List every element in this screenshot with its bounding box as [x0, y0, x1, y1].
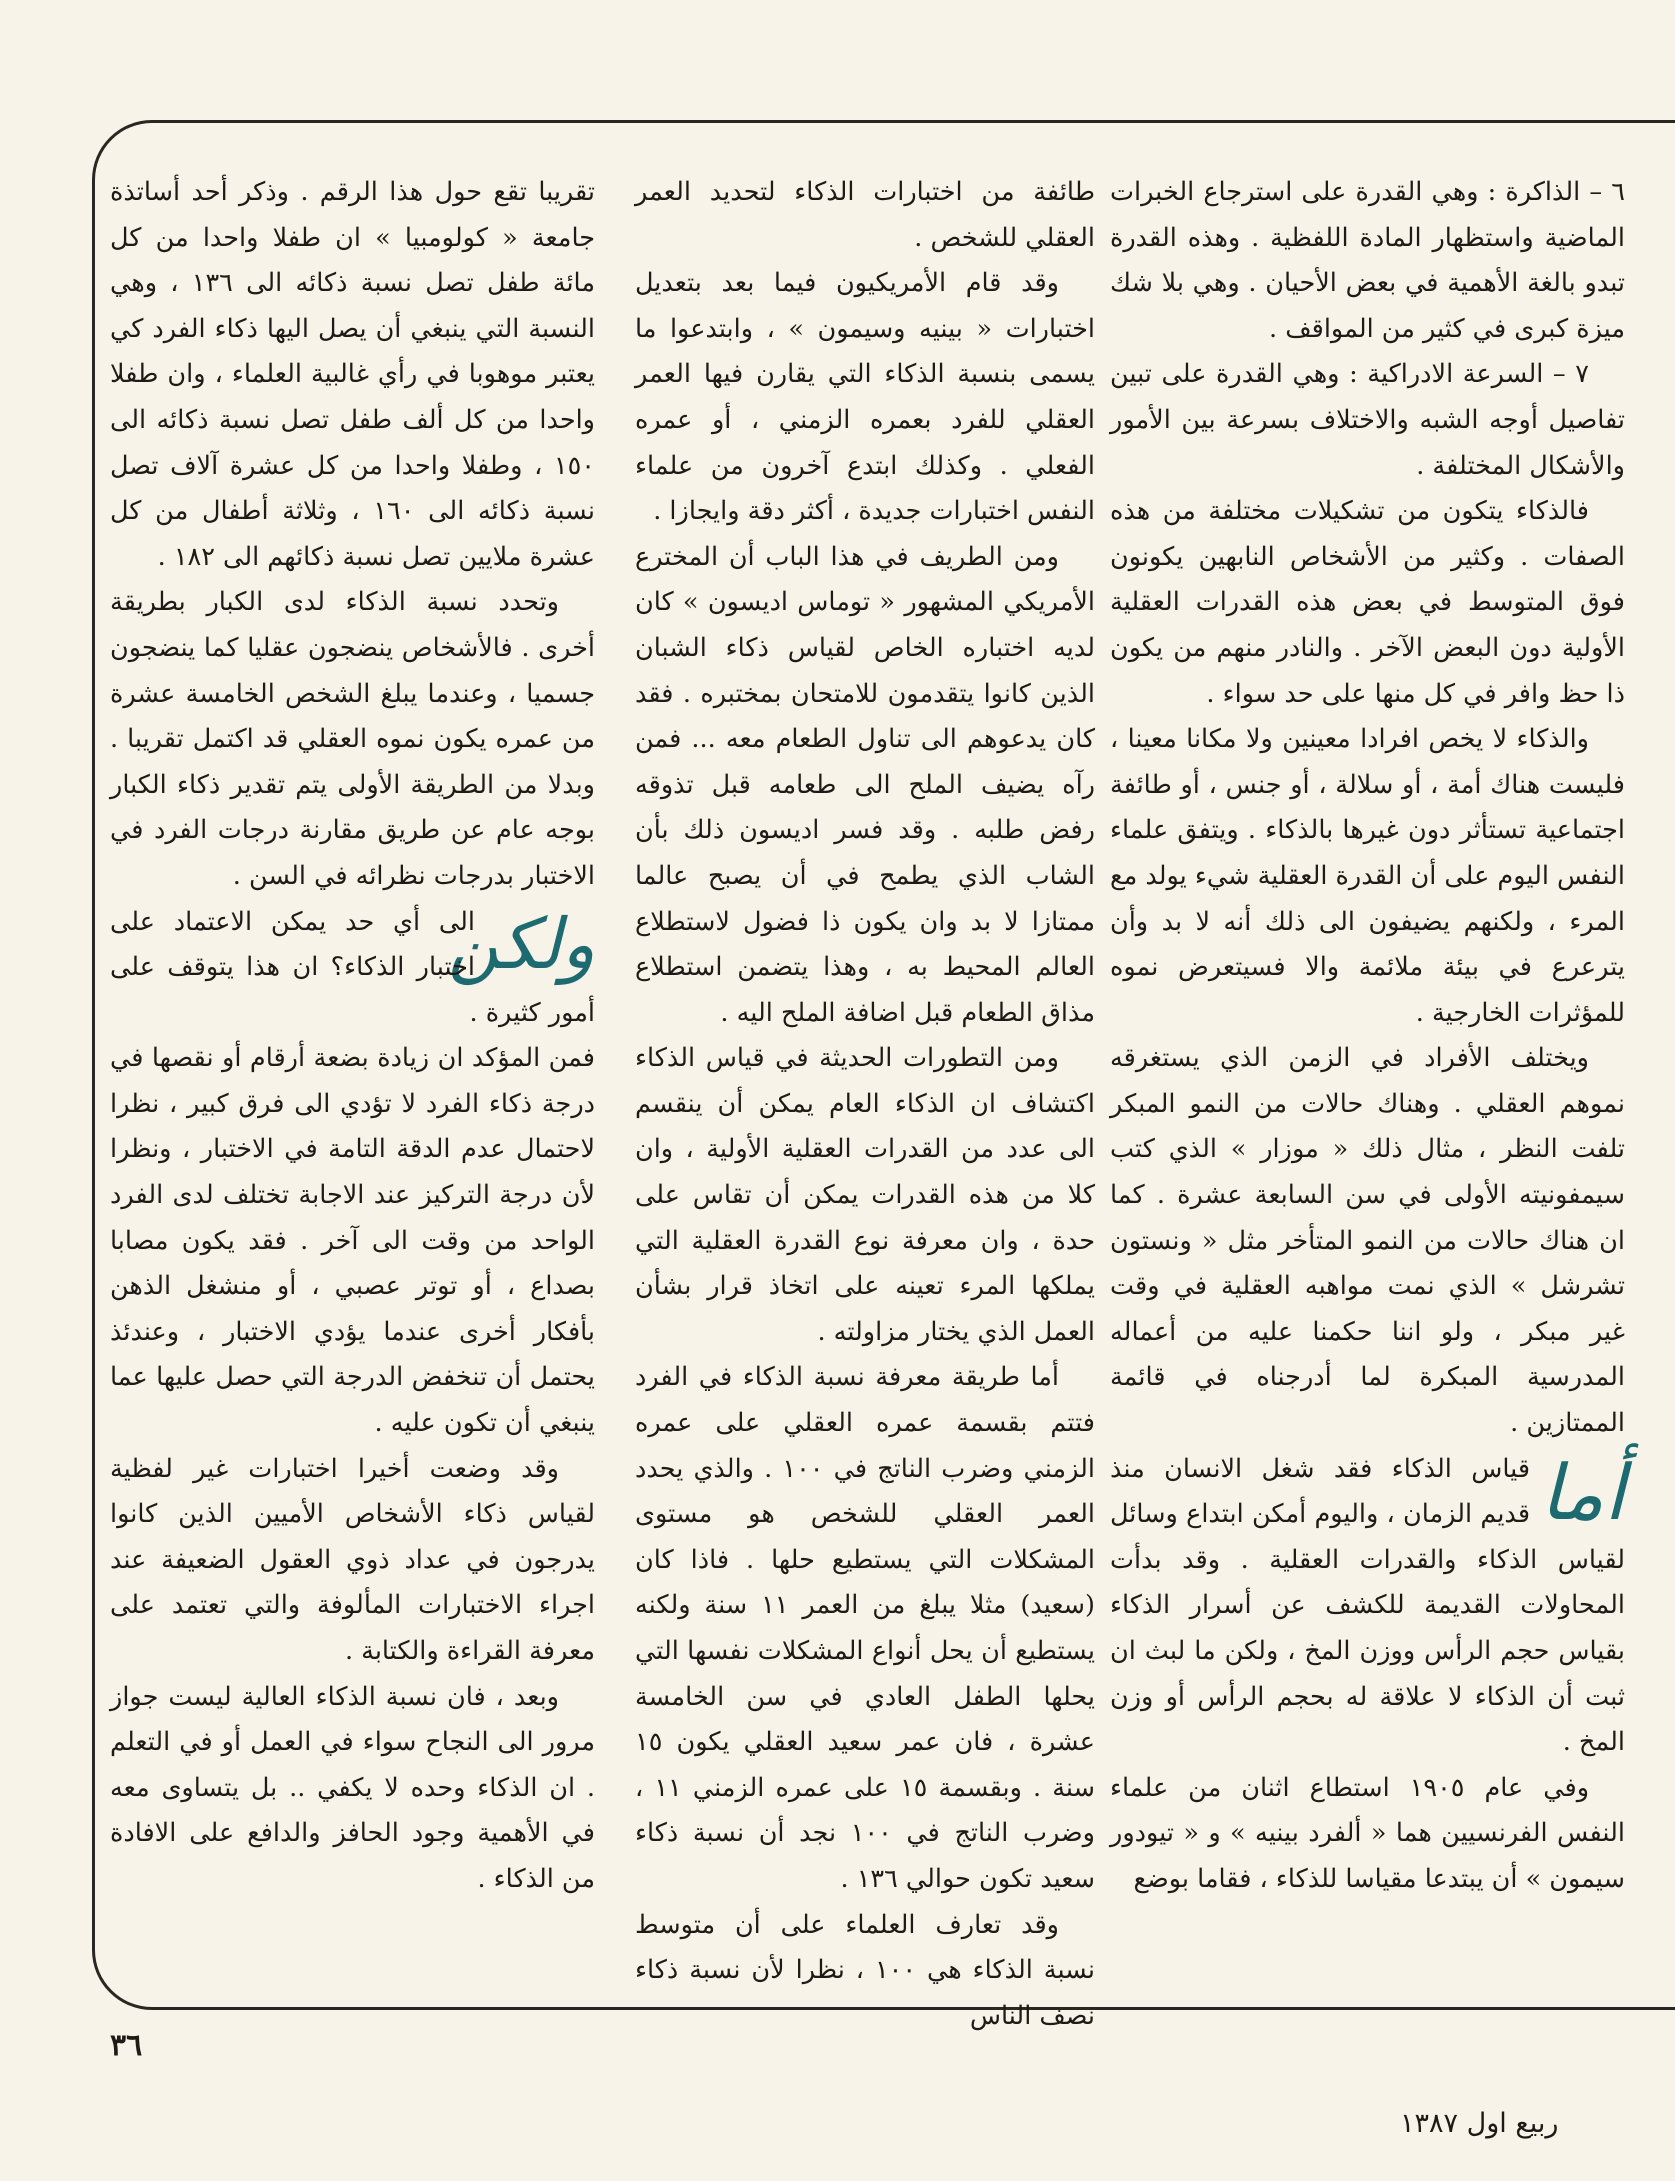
- paragraph-text: الى أي حد يمكن الاعتماد على اختبار الذكاء؟ ان هذا يتوقف على أمور كثيرة .: [110, 906, 595, 1028]
- paragraph: وتحدد نسبة الذكاء لدى الكبار بطريقة أخرى . فالأشخاص ينضجون عقليا كما ينضجون جسميا ، وعندما يبلغ الشخص الخامسة عشرة من عمره يكون نموه العقلي قد اكتمل تقريبا . وبدلا من الطريقة الأولى يتم تقدير ذكاء الكبار بوجه عام عن طريق مقارنة درجات الفرد في الاختبار بدرجات نظرائه في السن .: [110, 587, 595, 891]
- column-right: [1110, 170, 1625, 2000]
- paragraph: ٦ – الذاكرة : وهي القدرة على استرجاع الخبرات الماضية واستظهار المادة اللفظية . وهذه القدرة تبدو بالغة الأهمية في بعض الأحيان . وهي بلا شك ميزة كبرى في كثير من المواقف .: [1110, 177, 1625, 344]
- drop-cap: أما: [1540, 1447, 1625, 1537]
- paragraph: طائفة من اختبارات الذكاء لتحديد العمر العقلي للشخص .: [635, 177, 1095, 253]
- paragraph: أما طريقة معرفة نسبة الذكاء في الفرد فتتم بقسمة عمره العقلي على عمره الزمني وضرب الناتج في ١٠٠ . والذي يحدد العمر العقلي للشخص هو مستوى المشكلات التي يستطيع حلها . فاذا كان (سعيد) مثلا يبلغ من العمر ١١ سنة ولكنه يستطيع أن يحل أنواع المشكلات نفسها التي يحلها الطفل العادي في سن الخامسة عشرة ، فان عمر سعيد العقلي يكون ١٥ سنة . وبقسمة ١٥ على عمره الزمني ١١ ، وضرب الناتج في ١٠٠ نجد أن نسبة ذكاء سعيد تكون حوالي ١٣٦ .: [635, 1362, 1095, 1894]
- paragraph: وقد تعارف العلماء على أن متوسط نسبة الذكاء هي ١٠٠ ، نظرا لأن نسبة ذكاء نصف الناس: [635, 1909, 1095, 2031]
- issue-date: ربيع اول ١٣٨٧: [1400, 2108, 1559, 2139]
- paragraph: فالذكاء يتكون من تشكيلات مختلفة من هذه الصفات . وكثير من الأشخاص النابهين يكونون فوق المتوسط في بعض هذه القدرات العقلية الأولية دون البعض الآخر . والنادر منهم من يكون ذا حظ وافر في كل منها على حد سواء .: [1110, 496, 1625, 709]
- paragraph: ومن التطورات الحديثة في قياس الذكاء اكتشاف ان الذكاء العام يمكن أن ينقسم الى عدد من القدرات العقلية الأولية ، وان كلا من هذه القدرات يمكن أن تقاس على حدة ، وان معرفة نوع القدرة العقلية التي يملكها المرء تعينه على اتخاذ قرار بشأن العمل الذي يختار مزاولته .: [635, 1043, 1095, 1347]
- paragraph: وقد وضعت أخيرا اختبارات غير لفظية لقياس ذكاء الأشخاص الأميين الذين كانوا يدرجون في عداد ذوي العقول الضعيفة عند اجراء الاختبارات المألوفة والتي تعتمد على معرفة القراءة والكتابة .: [110, 1453, 595, 1666]
- page-number: ٣٦: [110, 2028, 143, 2063]
- column-middle: [635, 170, 1095, 2031]
- column-left: [110, 170, 595, 2000]
- paragraph: [110, 900, 595, 1037]
- paragraph: ومن الطريف في هذا الباب أن المخترع الأمريكي المشهور « توماس اديسون » كان لديه اختباره الخاص لقياس ذكاء الشبان الذين كانوا يتقدمون للامتحان بمختبره . فقد كان يدعوهم الى تناول الطعام معه ... فمن رآه يضيف الملح الى طعامه قبل تذوقه رفض طلبه . وقد فسر اديسون ذلك بأن الشاب الذي يطمح في أن يصبح عالما ممتازا لا بد وان يكون ذا فضول لاستطلاع العالم المحيط به ، وهذا يتضمن استطلاع مذاق الطعام قبل اضافة الملح اليه .: [635, 541, 1095, 1028]
- paragraph: ويختلف الأفراد في الزمن الذي يستغرقه نموهم العقلي . وهناك حالات من النمو المبكر تلفت النظر ، مثال ذلك « موزار » الذي كتب سيمفونيته الأولى في سن السابعة عشرة . كما ان هناك حالات من النمو المتأخر مثل « ونستون تشرشل » الذي نمت مواهبه العقلية في وقت غير مبكر ، ولو اننا حكمنا عليه من أعماله المدرسية المبكرة لما أدرجناه في قائمة الممتازين .: [1110, 1043, 1625, 1439]
- paragraph: وقد قام الأمريكيون فيما بعد بتعديل اختبارات « بينيه وسيمون » ، وابتدعوا ما يسمى بنسبة الذكاء التي يقارن فيها العمر العقلي للفرد بعمره الزمني ، أو عمره الفعلي . وكذلك ابتدع آخرون من علماء النفس اختبارات جديدة ، أكثر دقة وايجازا .: [635, 268, 1095, 527]
- paragraph: وبعد ، فان نسبة الذكاء العالية ليست جواز مرور الى النجاح سواء في العمل أو في التعلم . ان الذكاء وحده لا يكفي .. بل يتساوى معه في الأهمية وجود الحافز والدافع على الافادة من الذكاء .: [110, 1681, 595, 1894]
- paragraph: تقريبا تقع حول هذا الرقم . وذكر أحد أساتذة جامعة « كولومبيا » ان طفلا واحدا من كل مائة طفل تصل نسبة ذكائه الى ١٣٦ ، وهي النسبة التي ينبغي أن يصل اليها ذكاء الفرد كي يعتبر موهوبا في رأي غالبية العلماء ، وان طفلا واحدا من كل ألف طفل تصل نسبة ذكائه الى ١٥٠ ، وطفلا واحدا من كل عشرة آلاف تصل نسبة ذكائه الى ١٦٠ ، وثلاثة أطفال من كل عشرة ملايين تصل نسبة ذكائهم الى ١٨٢ .: [110, 177, 595, 572]
- paragraph: والذكاء لا يخص افرادا معينين ولا مكانا معينا ، فليست هناك أمة ، أو سلالة ، أو جنس ، أو طائفة اجتماعية تستأثر دون غيرها بالذكاء . ويتفق علماء النفس اليوم على أن القدرة العقلية شيء يولد مع المرء ، ولكنهم يضيفون الى ذلك أنه لا بد وأن يترعرع في بيئة ملائمة والا فسيتعرض نموه للمؤثرات الخارجية .: [1110, 724, 1625, 1028]
- paragraph: فمن المؤكد ان زيادة بضعة أرقام أو نقصها في درجة ذكاء الفرد لا تؤدي الى فرق كبير ، نظرا لاحتمال عدم الدقة التامة في الاختبار ، ونظرا لأن درجة التركيز عند الاجابة تختلف لدى الفرد الواحد من وقت الى آخر . فقد يكون مصابا بصداع ، أو توتر عصبي ، أو منشغل الذهن بأفكار أخرى عندما يؤدي الاختبار ، وعندئذ يحتمل أن تنخفض الدرجة التي حصل عليها عما ينبغي أن تكون عليه .: [110, 1043, 595, 1439]
- paragraph: ٧ – السرعة الادراكية : وهي القدرة على تبين تفاصيل أوجه الشبه والاختلاف بسرعة بين الأمور والأشكال المختلفة .: [1110, 359, 1625, 481]
- drop-cap: ولكن: [447, 902, 595, 985]
- paragraph: وفي عام ١٩٠٥ استطاع اثنان من علماء النفس الفرنسيين هما « ألفرد بينيه » و « تيودور سيمون » أن يبتدعا مقياسا للذكاء ، فقاما بوضع: [1110, 1772, 1625, 1894]
- paragraph-text: قياس الذكاء فقد شغل الانسان منذ قديم الزمان ، واليوم أمكن ابتداع وسائل لقياس الذكاء والقدرات العقلية . وقد بدأت المحاولات القديمة للكشف عن أسرار الذكاء بقياس حجم الرأس ووزن المخ ، ولكن ما لبث ان ثبت أن الذكاء لا علاقة له بحجم الرأس أو وزن المخ .: [1110, 1453, 1625, 1758]
- paragraph: [1110, 1447, 1625, 1766]
